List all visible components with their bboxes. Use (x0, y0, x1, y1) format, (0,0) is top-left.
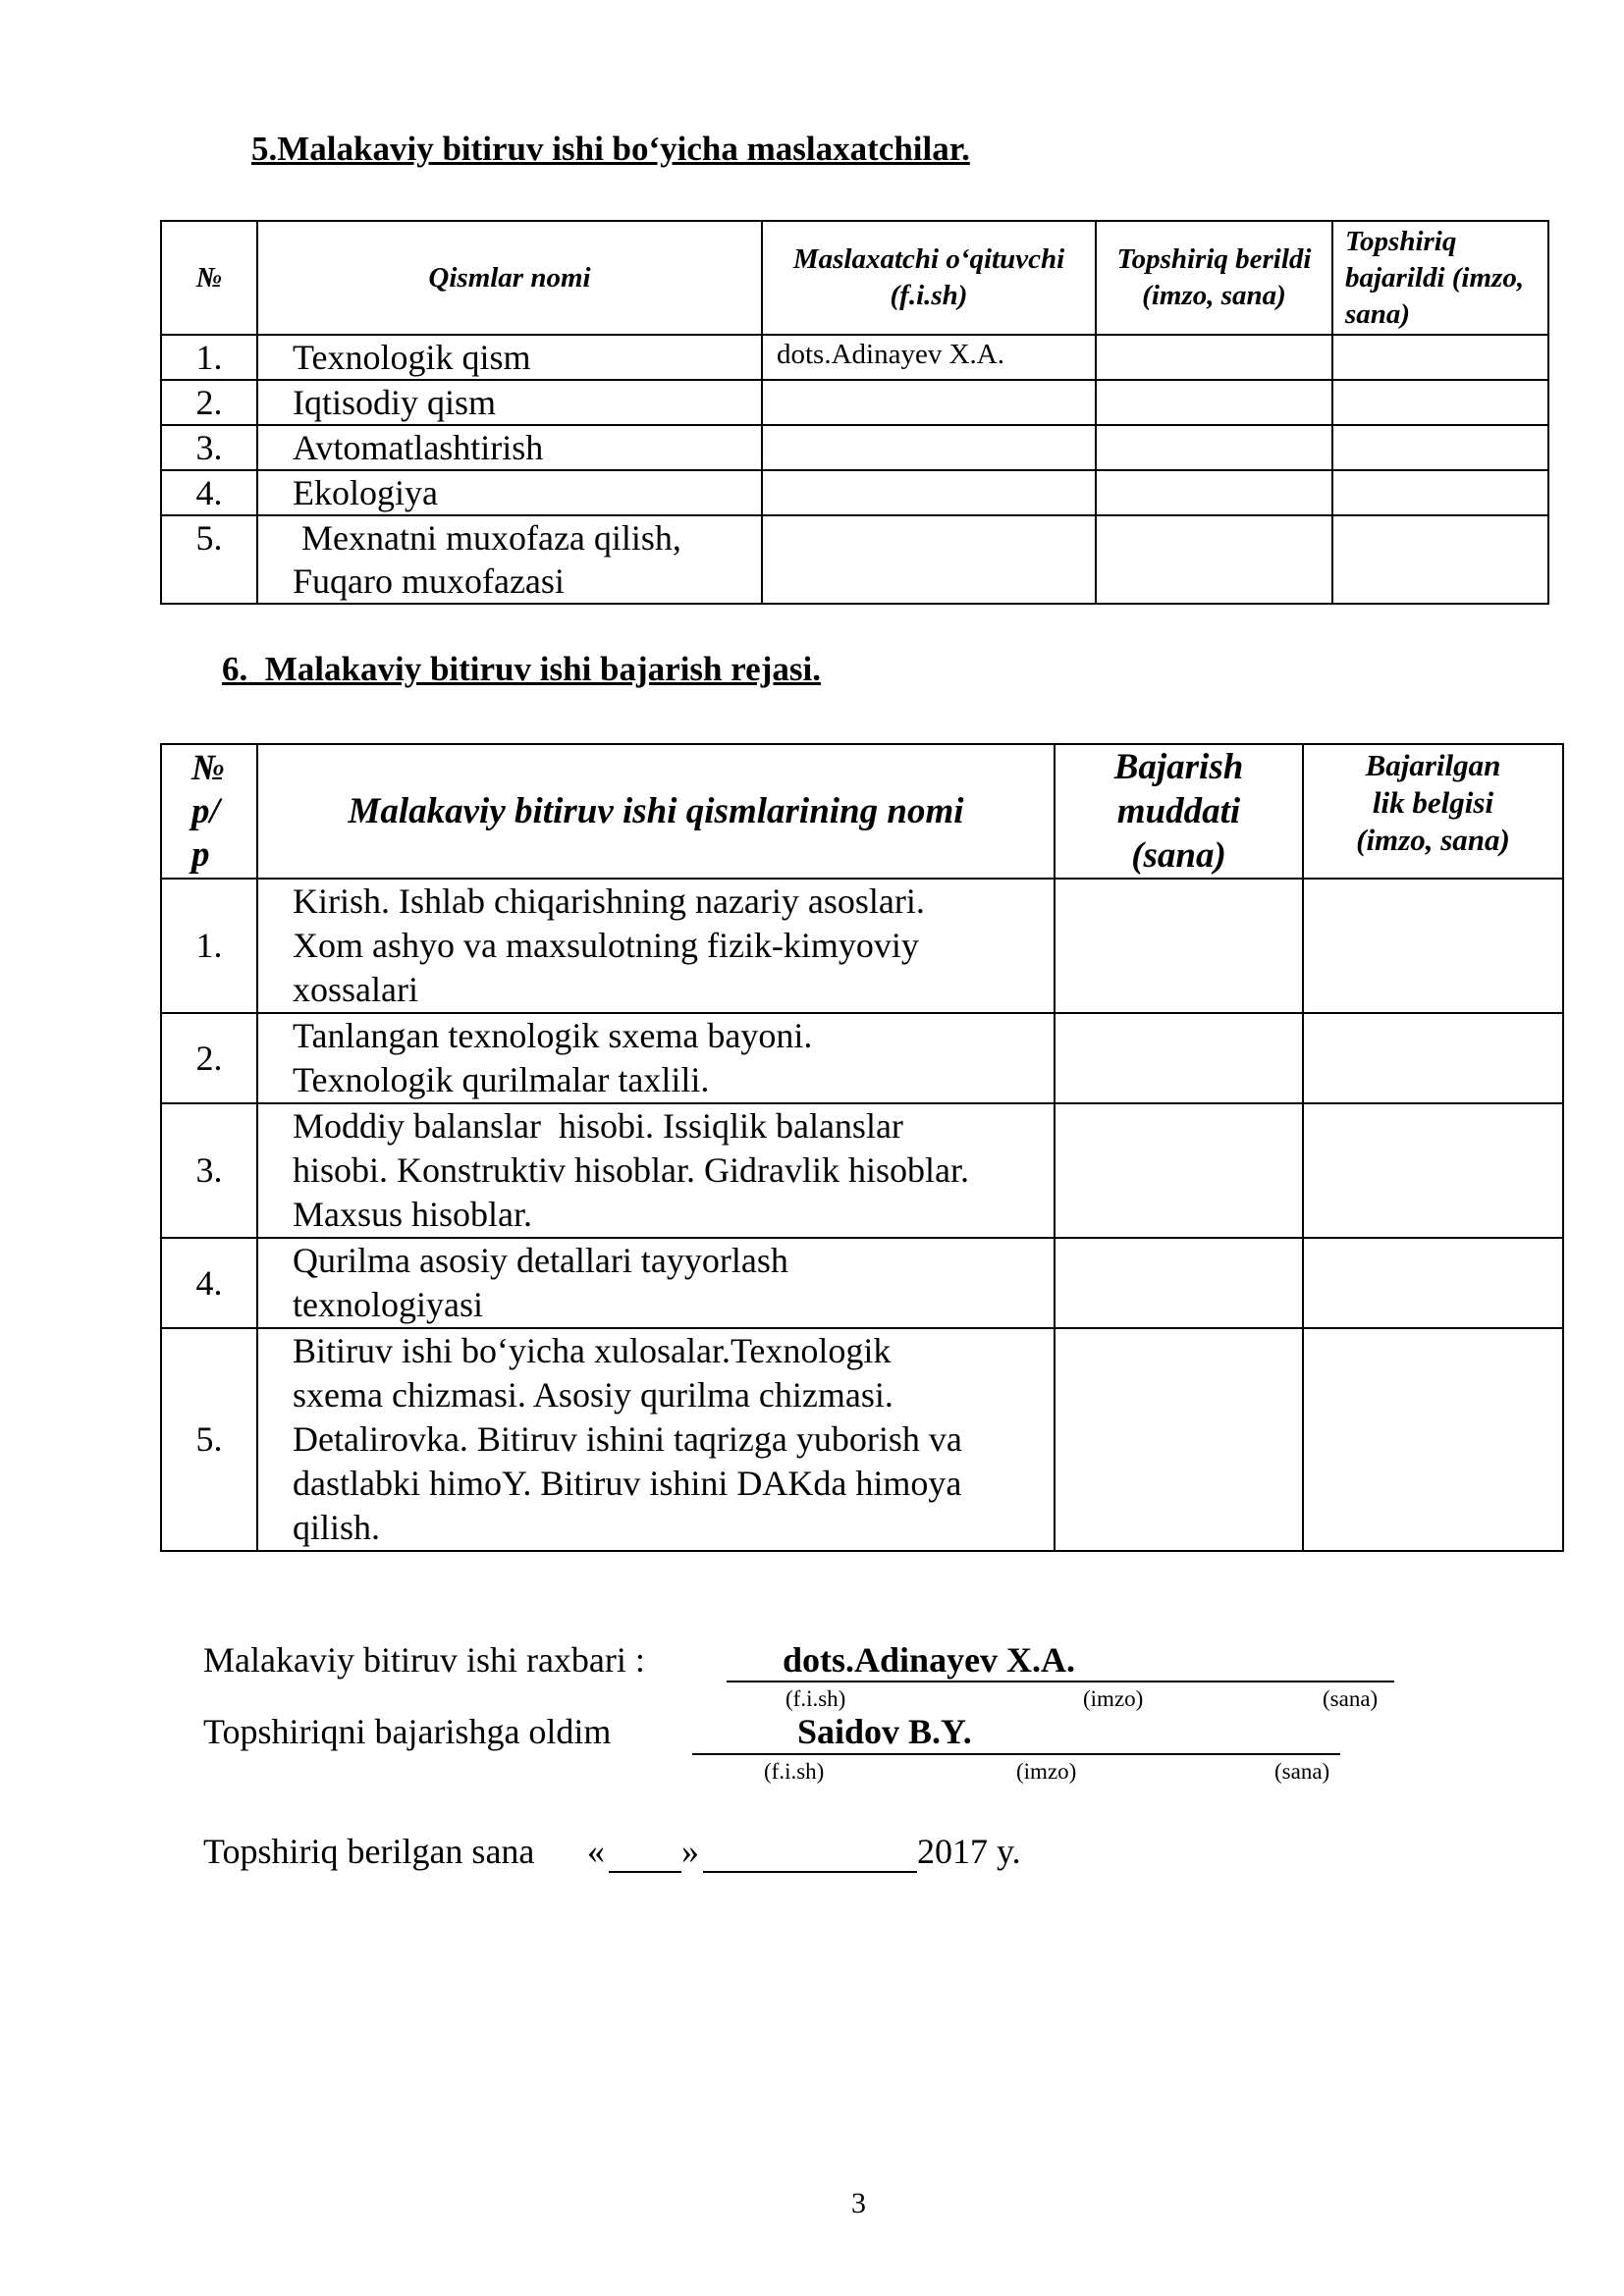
section-6-title-text: Malakaviy bitiruv ishi bajarish rejasi. (264, 650, 821, 688)
description-line: Maxsus hisoblar. (293, 1195, 533, 1234)
sana-caption: (sana) (1274, 1759, 1330, 1784)
advisor-name (762, 380, 1096, 425)
completion-cell[interactable] (1303, 1013, 1563, 1103)
supervisor-name: dots.Adinayev X.A. (783, 1640, 1076, 1680)
row-number: 1. (161, 879, 257, 1013)
description-line: Detalirovka. Bitiruv ishini taqrizga yuborish va (293, 1419, 962, 1459)
deadline-cell[interactable] (1055, 1328, 1303, 1551)
part-name-line: Fuqaro muxofazasi (293, 561, 565, 601)
imzo-caption: (imzo) (1016, 1759, 1077, 1784)
part-name: Iqtisodiy qism (257, 380, 762, 425)
row-number: 2. (161, 1013, 257, 1103)
day-blank[interactable] (609, 1871, 681, 1873)
description-line: Texnologik qurilmalar taxlili. (293, 1060, 710, 1099)
header-number: № (161, 221, 257, 335)
part-name: Avtomatlashtirish (257, 425, 762, 470)
part-name: Texnologik qism (257, 335, 762, 380)
header-number-line: № (191, 747, 225, 788)
description-line: Kirish. Ishlab chiqarishning nazariy asoslari. (293, 881, 925, 921)
close-quote: » (681, 1832, 699, 1871)
imzo-caption: (imzo) (1083, 1686, 1144, 1711)
section-5-title: 5.Malakaviy bitiruv ishi bo‘yicha maslaxatchilar. (251, 130, 970, 168)
deadline-cell[interactable] (1055, 1103, 1303, 1238)
description-line: Bitiruv ishi bo‘yicha xulosalar.Texnologik (293, 1331, 892, 1370)
plan-description (257, 1103, 1055, 1238)
advisors-table (160, 220, 1549, 605)
header-number-line: p/ (191, 790, 220, 831)
header-completion-line: Bajarilgan (1365, 748, 1501, 782)
header-part-name: Qismlar nomi (257, 221, 762, 335)
accepted-signature-line[interactable] (692, 1753, 1340, 1755)
supervisor-signature-line[interactable] (727, 1681, 1394, 1682)
deadline-cell[interactable] (1055, 1013, 1303, 1103)
supervisor-label: Malakaviy bitiruv ishi raxbari : (203, 1640, 645, 1680)
table-row (161, 425, 1548, 470)
header-completion-line: lik belgisi (1372, 785, 1494, 820)
issue-date-label: Topshiriq berilgan sana (203, 1832, 535, 1871)
fish-caption: (f.i.sh) (764, 1759, 825, 1784)
row-number: 1. (161, 335, 257, 380)
task-given-cell[interactable] (1096, 335, 1332, 380)
work-plan-table (160, 743, 1564, 1552)
description-line: qilish. (293, 1508, 381, 1547)
header-task-given: Topshiriq berildi (imzo, sana) (1096, 221, 1332, 335)
month-blank[interactable] (703, 1871, 917, 1873)
completion-cell[interactable] (1303, 879, 1563, 1013)
description-line: Moddiy balanslar hisobi. Issiqlik balanslar (293, 1106, 903, 1146)
table-row (161, 879, 1563, 1013)
row-number: 5. (161, 1328, 257, 1551)
header-advisor: Maslaxatchi o‘qituvchi (f.i.sh) (762, 221, 1096, 335)
task-given-cell[interactable] (1096, 425, 1332, 470)
sana-caption: (sana) (1323, 1686, 1379, 1711)
description-line: xossalari (293, 970, 418, 1009)
task-done-cell[interactable] (1332, 380, 1548, 425)
plan-description (257, 879, 1055, 1013)
plan-description (257, 1238, 1055, 1328)
description-line: texnologiyasi (293, 1285, 483, 1324)
deadline-cell[interactable] (1055, 879, 1303, 1013)
task-given-cell[interactable] (1096, 470, 1332, 515)
table-row (161, 335, 1548, 380)
issue-year: 2017 y. (917, 1832, 1021, 1871)
table-row (161, 1328, 1563, 1551)
table-row (161, 515, 1548, 604)
task-done-cell[interactable] (1332, 425, 1548, 470)
row-number: 4. (161, 1238, 257, 1328)
table-row (161, 1103, 1563, 1238)
header-number-line: p (191, 833, 210, 875)
accepted-label: Topshiriqni bajarishga oldim (203, 1712, 612, 1751)
task-given-cell[interactable] (1096, 515, 1332, 604)
fish-caption: (f.i.sh) (785, 1686, 846, 1711)
header-deadline-line: (sana) (1131, 835, 1226, 876)
row-number: 2. (161, 380, 257, 425)
task-done-cell[interactable] (1332, 335, 1548, 380)
row-number: 3. (161, 1103, 257, 1238)
plan-description (257, 1013, 1055, 1103)
completion-cell[interactable] (1303, 1328, 1563, 1551)
description-line: Tanlangan texnologik sxema bayoni. (293, 1016, 813, 1055)
description-line: sxema chizmasi. Asosiy qurilma chizmasi. (293, 1375, 893, 1415)
row-number: 3. (161, 425, 257, 470)
section-6-number: 6. (222, 650, 248, 688)
advisor-name (762, 515, 1096, 604)
task-given-cell[interactable] (1096, 380, 1332, 425)
task-done-cell[interactable] (1332, 515, 1548, 604)
advisor-name (762, 470, 1096, 515)
plan-description (257, 1328, 1055, 1551)
part-name (257, 515, 762, 604)
header-deadline (1055, 744, 1303, 879)
advisor-name: dots.Adinayev X.A. (762, 335, 1096, 380)
open-quote: « (587, 1832, 605, 1871)
table-row (161, 1013, 1563, 1103)
header-completion-mark (1303, 744, 1563, 879)
completion-cell[interactable] (1303, 1238, 1563, 1328)
completion-cell[interactable] (1303, 1103, 1563, 1238)
description-line: dastlabki himoY. Bitiruv ishini DAKda himoya (293, 1464, 962, 1503)
header-task-done: Topshiriq bajarildi (imzo, sana) (1332, 221, 1548, 335)
page-number: 3 (851, 2187, 866, 2219)
table-header-row (161, 744, 1563, 879)
row-number: 5. (161, 515, 257, 604)
task-done-cell[interactable] (1332, 470, 1548, 515)
description-line: Xom ashyo va maxsulotning fizik-kimyoviy (293, 926, 919, 965)
part-name: Ekologiya (257, 470, 762, 515)
row-number: 4. (161, 470, 257, 515)
table-row (161, 380, 1548, 425)
table-header-row (161, 221, 1548, 335)
description-line: hisobi. Konstruktiv hisoblar. Gidravlik hisoblar. (293, 1150, 969, 1190)
table-row (161, 470, 1548, 515)
header-completion-line: (imzo, sana) (1356, 823, 1510, 857)
deadline-cell[interactable] (1055, 1238, 1303, 1328)
header-number (161, 744, 257, 879)
part-name-line: Mexnatni muxofaza qilish, (293, 518, 681, 558)
section-6-title (222, 650, 821, 689)
header-part-name: Malakaviy bitiruv ishi qismlarining nomi (257, 744, 1055, 879)
header-deadline-line: Bajarish (1113, 747, 1244, 787)
accepted-name: Saidov B.Y. (797, 1712, 972, 1751)
advisor-name (762, 425, 1096, 470)
header-deadline-line: muddati (1116, 791, 1241, 831)
table-row (161, 1238, 1563, 1328)
description-line: Qurilma asosiy detallari tayyorlash (293, 1241, 788, 1280)
